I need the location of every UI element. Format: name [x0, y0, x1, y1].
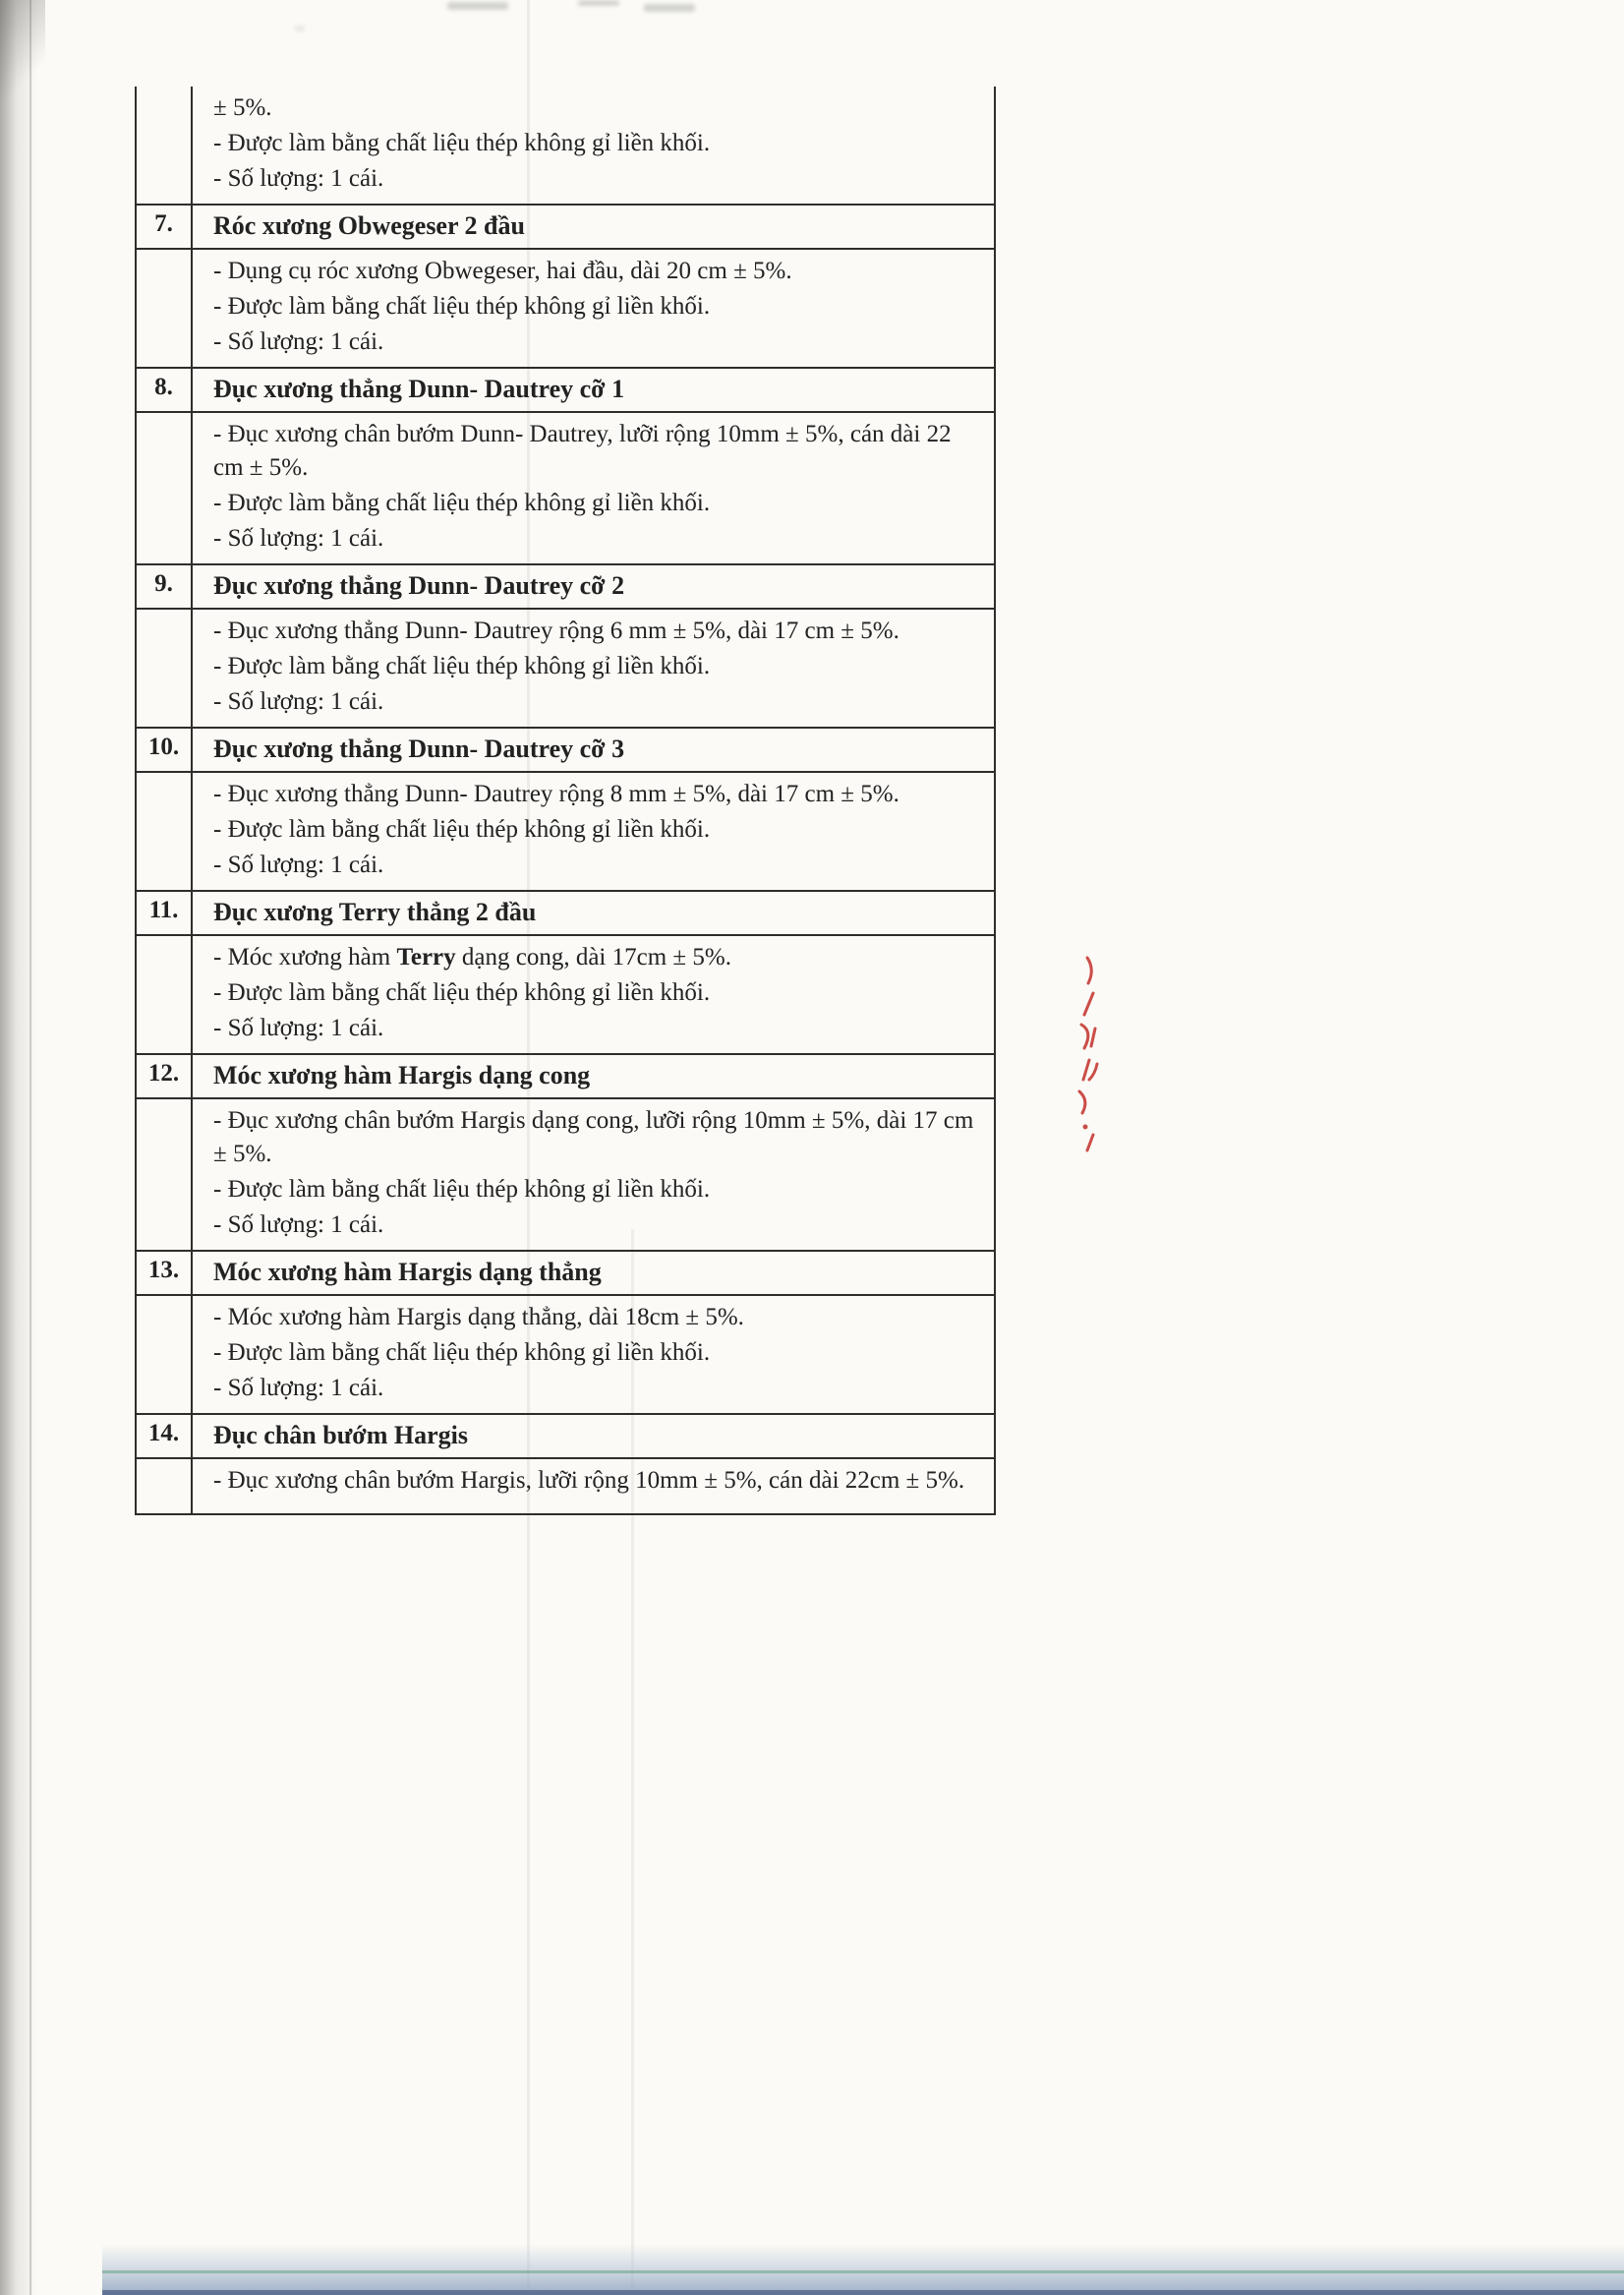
table-row-description	[136, 412, 995, 564]
item-number-cell	[136, 1458, 192, 1514]
spec-line	[213, 941, 982, 974]
item-number-cell	[136, 87, 192, 205]
table-row-continuation	[136, 87, 995, 205]
spec-line: ± 5%.	[213, 94, 272, 121]
item-number-cell: 14.	[136, 1414, 192, 1458]
item-title: Đục xương thẳng Dunn- Dautrey cỡ 1	[192, 368, 995, 412]
item-number-cell: 9.	[136, 564, 192, 609]
red-ink-margin-annotation	[1070, 952, 1111, 1158]
item-description-cell	[192, 1458, 995, 1514]
item-title: Đục chân bướm Hargis	[192, 1414, 995, 1458]
item-description-cell	[192, 1295, 995, 1414]
spec-line: - Số lượng: 1 cái.	[213, 688, 384, 715]
item-title: Móc xương hàm Hargis dạng thẳng	[192, 1251, 995, 1295]
item-description-cell	[192, 87, 995, 205]
table-row-title	[136, 1251, 995, 1295]
item-description-cell	[192, 249, 995, 368]
scan-top-left-corner-shadow	[0, 0, 45, 108]
item-number-cell: 13.	[136, 1251, 192, 1295]
table-row-title	[136, 891, 995, 935]
spec-line: - Được làm bằng chất liệu thép không gỉ liền khối.	[213, 653, 711, 679]
item-title: Đục xương thẳng Dunn- Dautrey cỡ 2	[192, 564, 995, 609]
spec-line: - Được làm bằng chất liệu thép không gỉ liền khối.	[213, 816, 711, 843]
scan-bottom-color-band	[102, 2244, 1624, 2295]
table-row-title	[136, 368, 995, 412]
spec-line: - Được làm bằng chất liệu thép không gỉ liền khối.	[213, 979, 711, 1006]
item-number-cell: 10.	[136, 728, 192, 772]
item-number-cell: 7.	[136, 205, 192, 249]
scan-left-edge-shadow	[0, 0, 37, 2295]
table-row-title	[136, 728, 995, 772]
item-title: Đục xương thẳng Dunn- Dautrey cỡ 3	[192, 728, 995, 772]
item-title: Róc xương Obwegeser 2 đầu	[192, 205, 995, 249]
item-number-cell	[136, 935, 192, 1054]
spec-line: - Được làm bằng chất liệu thép không gỉ liền khối.	[213, 1176, 711, 1203]
table-row-description	[136, 1458, 995, 1514]
table-row-description	[136, 772, 995, 891]
spec-line-part: - Móc xương hàm	[213, 944, 397, 971]
table-row-title	[136, 1054, 995, 1098]
spec-line: - Được làm bằng chất liệu thép không gỉ liền khối.	[213, 130, 711, 156]
spec-line: - Đục xương chân bướm Hargis dạng cong, lưỡi rộng 10mm ± 5%, dài 17 cm ± 5%.	[213, 1107, 974, 1167]
table-row-title	[136, 1414, 995, 1458]
spec-line: - Được làm bằng chất liệu thép không gỉ liền khối.	[213, 293, 711, 320]
item-number-cell	[136, 412, 192, 564]
scan-bottom-navy-edge	[102, 2290, 1624, 2295]
item-description-cell	[192, 772, 995, 891]
spec-line: - Được làm bằng chất liệu thép không gỉ liền khối.	[213, 1339, 711, 1366]
item-number-cell: 12.	[136, 1054, 192, 1098]
spec-line: - Số lượng: 1 cái.	[213, 165, 384, 192]
spec-line: - Số lượng: 1 cái.	[213, 1375, 384, 1401]
spec-line: - Số lượng: 1 cái.	[213, 525, 384, 552]
table-row-description	[136, 1295, 995, 1414]
spec-line: - Đục xương thẳng Dunn- Dautrey rộng 6 mm ± 5%, dài 17 cm ± 5%.	[213, 618, 899, 644]
spec-line-part: dạng cong, dài 17cm ± 5%.	[455, 944, 731, 971]
scan-fold-line	[29, 0, 31, 2295]
spec-line: - Được làm bằng chất liệu thép không gỉ liền khối.	[213, 490, 711, 516]
spec-line: - Số lượng: 1 cái.	[213, 328, 384, 355]
item-description-cell	[192, 412, 995, 564]
item-number-cell	[136, 1295, 192, 1414]
scan-smudge	[447, 2, 508, 10]
spec-line: - Số lượng: 1 cái.	[213, 1015, 384, 1041]
scan-smudge	[578, 0, 619, 6]
table-row-description	[136, 935, 995, 1054]
item-description-cell	[192, 935, 995, 1054]
spec-line: - Đục xương thẳng Dunn- Dautrey rộng 8 mm ± 5%, dài 17 cm ± 5%.	[213, 781, 899, 807]
spec-line: - Móc xương hàm Hargis dạng thẳng, dài 18cm ± 5%.	[213, 1304, 744, 1330]
item-number-cell: 8.	[136, 368, 192, 412]
item-number-cell	[136, 609, 192, 728]
spec-line: - Đục xương chân bướm Hargis, lưỡi rộng 10mm ± 5%, cán dài 22cm ± 5%.	[213, 1467, 965, 1494]
scan-smudge	[644, 4, 695, 12]
table-row-description	[136, 1098, 995, 1251]
item-number-cell	[136, 772, 192, 891]
item-description-cell	[192, 1098, 995, 1251]
table-row-description	[136, 609, 995, 728]
equipment-spec-table	[135, 87, 996, 1515]
table-row-title	[136, 564, 995, 609]
spec-line: - Số lượng: 1 cái.	[213, 852, 384, 878]
scan-smudge	[295, 26, 305, 31]
spec-line: - Số lượng: 1 cái.	[213, 1211, 384, 1238]
spec-line-part-bold: Terry	[396, 944, 456, 971]
table-row-title	[136, 205, 995, 249]
item-number-cell	[136, 249, 192, 368]
spec-line: - Dụng cụ róc xương Obwegeser, hai đầu, dài 20 cm ± 5%.	[213, 258, 792, 284]
scan-bottom-teal-line	[102, 2270, 1624, 2273]
item-number-cell: 11.	[136, 891, 192, 935]
item-title: Móc xương hàm Hargis dạng cong	[192, 1054, 995, 1098]
item-description-cell	[192, 609, 995, 728]
item-number-cell	[136, 1098, 192, 1251]
spec-line: - Đục xương chân bướm Dunn- Dautrey, lưỡi rộng 10mm ± 5%, cán dài 22 cm ± 5%.	[213, 421, 952, 481]
item-title: Đục xương Terry thẳng 2 đầu	[192, 891, 995, 935]
table-row-description	[136, 249, 995, 368]
